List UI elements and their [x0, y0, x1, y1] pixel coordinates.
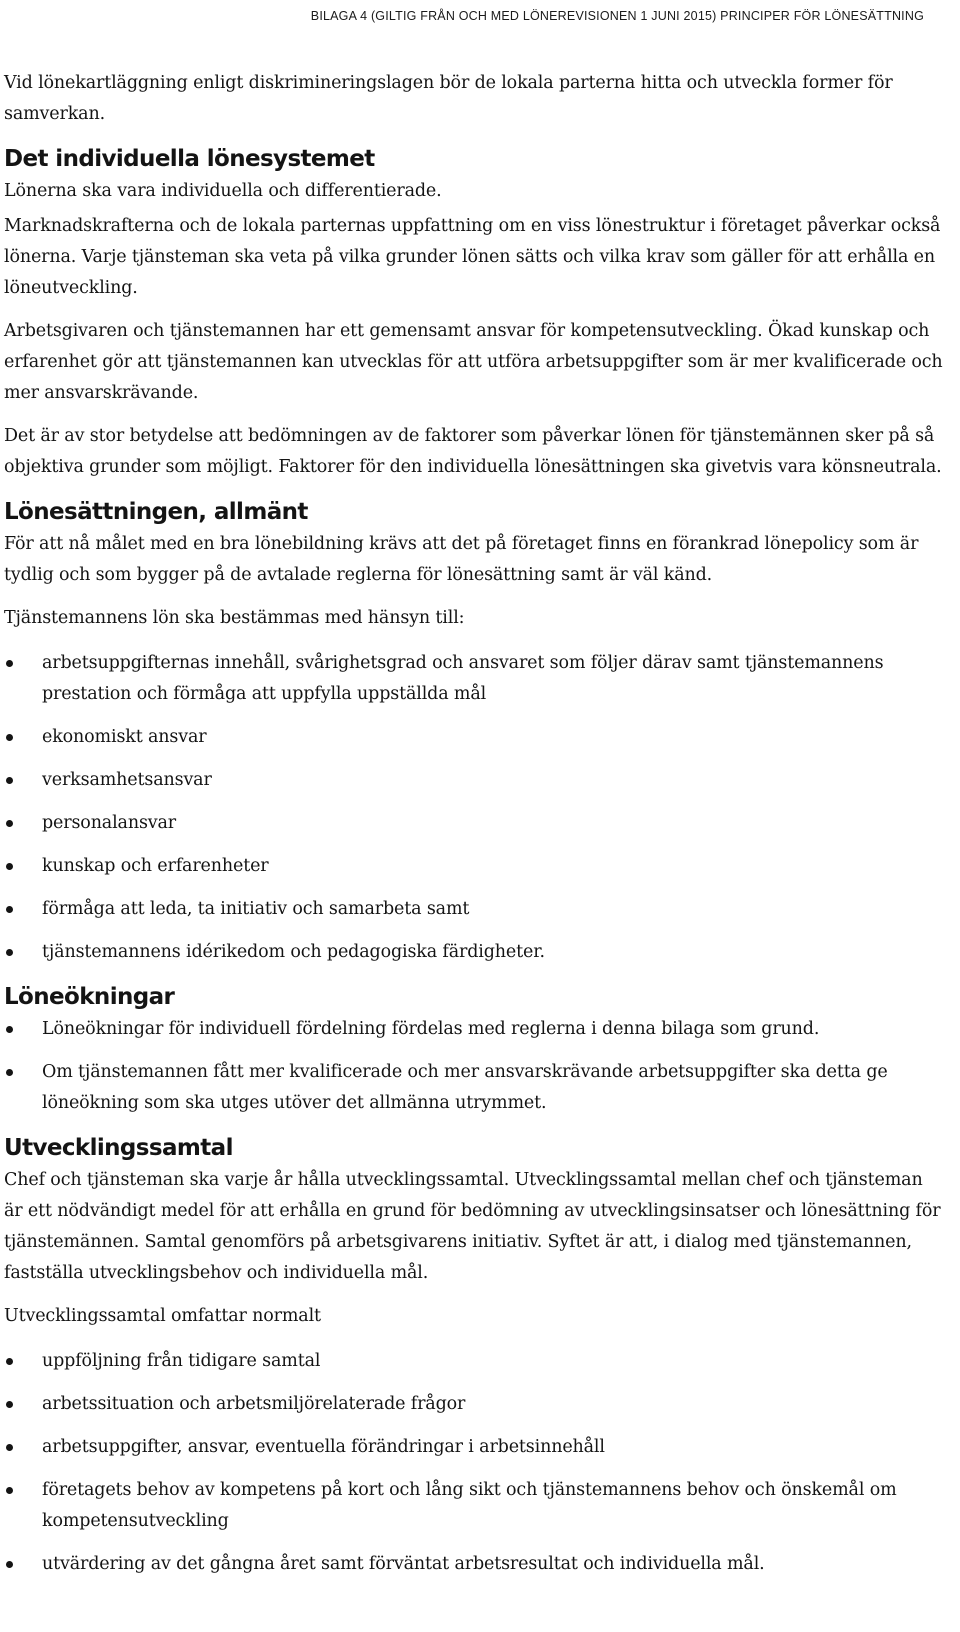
paragraph: Utvecklingssamtal omfattar normalt: [4, 1306, 321, 1326]
paragraph: Chef och tjänsteman ska varje år hålla utvecklingssamtal. Utvecklingssamtal mellan chef och tjänsteman är ett nödvändigt medel för att erhålla en grund för bedömning av utvecklingsinsatser och lönesättning för tjänstemännen. Samtal genomförs på arbetsgivarens initiativ. Syftet är att, i dialog med tjänstemannen, fastställa utvecklingsbehov och individuella mål.: [4, 1170, 941, 1283]
list-item: arbetssituation och arbetsmiljörelaterade frågor: [4, 1389, 944, 1420]
bullet-icon: [6, 734, 13, 741]
page-content: [4, 68, 944, 1592]
intro-paragraph: Vid lönekartläggning enligt diskrimineringslagen bör de lokala parterna hitta och utveckla former för samverkan.: [4, 73, 893, 124]
bullet-icon: [6, 777, 13, 784]
bullet-icon: [6, 1026, 13, 1033]
list-item: arbetsuppgifter, ansvar, eventuella förändringar i arbetsinnehåll: [4, 1432, 944, 1463]
bullet-icon: [6, 863, 13, 870]
list-item: arbetsuppgifternas innehåll, svårighetsgrad och ansvaret som följer därav samt tjänstemannens prestation och förmåga att uppfylla uppställda mål: [4, 648, 944, 710]
list-item: kunskap och erfarenheter: [4, 851, 944, 882]
list-item: ekonomiskt ansvar: [4, 722, 944, 753]
bullet-icon: [6, 1358, 13, 1365]
bullet-icon: [6, 1401, 13, 1408]
bullet-icon: [6, 1487, 13, 1494]
bullet-icon: [6, 949, 13, 956]
paragraph: Tjänstemannens lön ska bestämmas med hänsyn till:: [4, 608, 465, 628]
bullet-icon: [6, 660, 13, 667]
bullet-icon: [6, 1444, 13, 1451]
list-hansyn: [4, 648, 944, 968]
list-item: förmåga att leda, ta initiativ och samarbeta samt: [4, 894, 944, 925]
section-heading-utvecklingssamtal: Utvecklingssamtal: [4, 1135, 233, 1161]
bullet-icon: [6, 906, 13, 913]
list-item: Löneökningar för individuell fördelning fördelas med reglerna i denna bilaga som grund.: [4, 1014, 944, 1045]
paragraph: Marknadskrafterna och de lokala parternas uppfattning om en viss lönestruktur i företaget påverkar också lönerna. Varje tjänsteman ska veta på vilka grunder lönen sätts och vilka krav som gäller för att erhålla en löneutveckling.: [4, 216, 941, 298]
bullet-icon: [6, 820, 13, 827]
section-heading-individuella-lonesystemet: Det individuella lönesystemet: [4, 146, 375, 172]
list-utvecklingssamtal: [4, 1346, 944, 1580]
list-item: uppföljning från tidigare samtal: [4, 1346, 944, 1377]
list-item: personalansvar: [4, 808, 944, 839]
paragraph: För att nå målet med en bra lönebildning krävs att det på företaget finns en förankrad lönepolicy som är tydlig och som bygger på de avtalade reglerna för lönesättning samt är väl känd.: [4, 534, 919, 585]
running-header: BILAGA 4 (GILTIG FRÅN OCH MED LÖNEREVISIONEN 1 JUNI 2015) PRINCIPER FÖR LÖNESÄTTNING: [310, 9, 924, 23]
list-item: utvärdering av det gångna året samt förväntat arbetsresultat och individuella mål.: [4, 1549, 944, 1580]
section-heading-lonesattningen: Lönesättningen, allmänt: [4, 499, 308, 525]
paragraph: Lönerna ska vara individuella och differentierade.: [4, 181, 442, 201]
bullet-icon: [6, 1069, 13, 1076]
bullet-icon: [6, 1561, 13, 1568]
paragraph: Det är av stor betydelse att bedömningen av de faktorer som påverkar lönen för tjänstemännen sker på så objektiva grunder som möjligt. Faktorer för den individuella lönesättningen ska givetvis vara könsneutrala.: [4, 426, 942, 477]
list-item: Om tjänstemannen fått mer kvalificerade och mer ansvarskrävande arbetsuppgifter ska detta ge löneökning som ska utges utöver det allmänna utrymmet.: [4, 1057, 944, 1119]
list-loneokningar: [4, 1014, 944, 1119]
section-heading-loneokningar: Löneökningar: [4, 984, 175, 1010]
list-item: verksamhetsansvar: [4, 765, 944, 796]
list-item: tjänstemannens idérikedom och pedagogiska färdigheter.: [4, 937, 944, 968]
list-item: företagets behov av kompetens på kort och lång sikt och tjänstemannens behov och önskemål om kompetensutveckling: [4, 1475, 944, 1537]
paragraph: Arbetsgivaren och tjänstemannen har ett gemensamt ansvar för kompetensutveckling. Ökad kunskap och erfarenhet gör att tjänstemannen kan utvecklas för att utföra arbetsuppgifter som är mer kvalificerade och mer ansvarskrävande.: [4, 321, 943, 403]
